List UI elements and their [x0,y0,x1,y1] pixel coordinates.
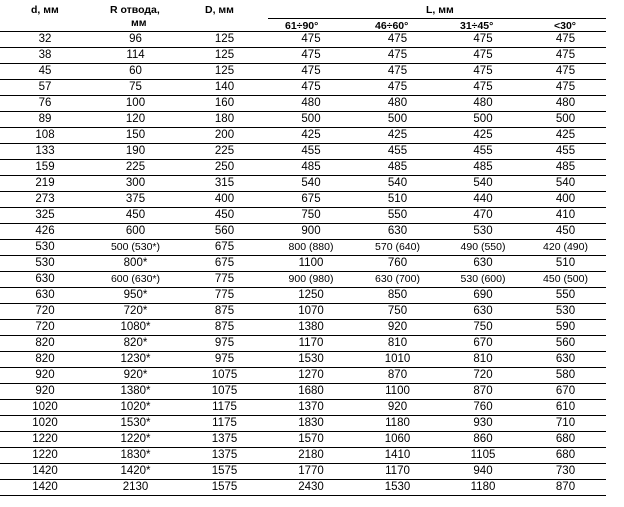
table-row [0,368,606,384]
cell-d: 920 [0,368,90,384]
cell-l-31-45: 750 [441,320,525,336]
cell-l-46-60: 480 [354,96,441,112]
cell-l-61-90: 500 [268,112,354,128]
cell-l-31-45: 760 [441,400,525,416]
cell-l-31-45: 500 [441,112,525,128]
cell-l-46-60: 870 [354,368,441,384]
cell-d: 38 [0,48,90,64]
table-row [0,416,606,432]
cell-l-46-60: 475 [354,80,441,96]
cell-l-31-45: 455 [441,144,525,160]
cell-l-under-30: 680 [525,448,606,464]
cell-d: 108 [0,128,90,144]
cell-big-d: 125 [181,64,268,80]
cell-r: 500 (530*) [90,240,181,256]
table-row [0,288,606,304]
header-sub-61-90: 61÷90° [285,20,319,32]
cell-r: 450 [90,208,181,224]
cell-l-46-60: 750 [354,304,441,320]
cell-l-under-30: 560 [525,336,606,352]
cell-l-61-90: 540 [268,176,354,192]
cell-l-46-60: 1530 [354,480,441,496]
cell-l-31-45: 630 [441,304,525,320]
cell-big-d: 180 [181,112,268,128]
table-row [0,240,606,256]
cell-l-61-90: 675 [268,192,354,208]
cell-l-31-45: 1180 [441,480,525,496]
cell-r: 1080* [90,320,181,336]
cell-big-d: 975 [181,336,268,352]
cell-l-31-45: 425 [441,128,525,144]
cell-big-d: 975 [181,352,268,368]
cell-l-46-60: 920 [354,320,441,336]
cell-l-61-90: 1570 [268,432,354,448]
table-row [0,80,606,96]
cell-l-61-90: 425 [268,128,354,144]
table-row [0,448,606,464]
header-d: d, мм [31,4,59,16]
cell-d: 1020 [0,416,90,432]
cell-r: 920* [90,368,181,384]
cell-r: 150 [90,128,181,144]
cell-d: 57 [0,80,90,96]
cell-l-46-60: 475 [354,32,441,48]
cell-big-d: 1375 [181,448,268,464]
table-row [0,384,606,400]
cell-l-under-30: 630 [525,352,606,368]
cell-l-46-60: 570 (640) [354,240,441,256]
cell-l-31-45: 475 [441,32,525,48]
cell-l-under-30: 580 [525,368,606,384]
table-row [0,32,606,48]
header-l-underline [268,18,606,19]
cell-l-31-45: 475 [441,48,525,64]
cell-d: 219 [0,176,90,192]
cell-d: 630 [0,288,90,304]
cell-l-46-60: 630 (700) [354,272,441,288]
cell-l-31-45: 540 [441,176,525,192]
table-row [0,336,606,352]
cell-big-d: 1175 [181,416,268,432]
cell-l-46-60: 1060 [354,432,441,448]
cell-l-46-60: 810 [354,336,441,352]
cell-l-61-90: 750 [268,208,354,224]
cell-l-61-90: 1270 [268,368,354,384]
cell-d: 530 [0,256,90,272]
cell-d: 89 [0,112,90,128]
cell-d: 45 [0,64,90,80]
cell-big-d: 675 [181,240,268,256]
cell-l-31-45: 475 [441,64,525,80]
cell-l-under-30: 410 [525,208,606,224]
table-row [0,400,606,416]
cell-l-61-90: 475 [268,48,354,64]
cell-l-61-90: 475 [268,32,354,48]
cell-l-under-30: 550 [525,288,606,304]
cell-l-46-60: 485 [354,160,441,176]
cell-big-d: 450 [181,208,268,224]
cell-l-under-30: 475 [525,48,606,64]
header-l: L, мм [426,4,454,16]
cell-d: 325 [0,208,90,224]
cell-l-61-90: 900 (980) [268,272,354,288]
cell-big-d: 1575 [181,480,268,496]
cell-big-d: 560 [181,224,268,240]
cell-l-61-90: 2180 [268,448,354,464]
cell-big-d: 1575 [181,464,268,480]
cell-d: 273 [0,192,90,208]
cell-l-61-90: 1370 [268,400,354,416]
cell-l-61-90: 485 [268,160,354,176]
cell-r: 1380* [90,384,181,400]
cell-l-61-90: 475 [268,64,354,80]
cell-l-under-30: 425 [525,128,606,144]
cell-l-under-30: 870 [525,480,606,496]
header-sub-46-60: 46÷60° [375,20,409,32]
table-row [0,304,606,320]
cell-l-46-60: 1170 [354,464,441,480]
cell-d: 1220 [0,432,90,448]
cell-l-46-60: 1410 [354,448,441,464]
cell-l-61-90: 900 [268,224,354,240]
cell-l-under-30: 590 [525,320,606,336]
table-row [0,320,606,336]
table-row [0,272,606,288]
cell-l-46-60: 425 [354,128,441,144]
table-row [0,352,606,368]
cell-l-46-60: 455 [354,144,441,160]
cell-l-61-90: 1770 [268,464,354,480]
cell-l-under-30: 540 [525,176,606,192]
cell-l-under-30: 475 [525,32,606,48]
cell-l-under-30: 610 [525,400,606,416]
cell-l-46-60: 1180 [354,416,441,432]
cell-l-61-90: 455 [268,144,354,160]
cell-d: 630 [0,272,90,288]
cell-l-under-30: 450 [525,224,606,240]
cell-r: 1830* [90,448,181,464]
table-row [0,208,606,224]
cell-l-61-90: 1100 [268,256,354,272]
cell-l-under-30: 420 (490) [525,240,606,256]
cell-r: 600 (630*) [90,272,181,288]
cell-l-31-45: 670 [441,336,525,352]
table-row [0,112,606,128]
cell-big-d: 875 [181,320,268,336]
cell-l-31-45: 1105 [441,448,525,464]
cell-r: 720* [90,304,181,320]
cell-r: 300 [90,176,181,192]
cell-l-under-30: 670 [525,384,606,400]
table-row [0,224,606,240]
table-row [0,96,606,112]
cell-d: 1020 [0,400,90,416]
cell-l-31-45: 470 [441,208,525,224]
cell-r: 120 [90,112,181,128]
cell-big-d: 675 [181,256,268,272]
cell-l-46-60: 540 [354,176,441,192]
cell-d: 820 [0,336,90,352]
cell-l-46-60: 630 [354,224,441,240]
cell-d: 530 [0,240,90,256]
cell-l-under-30: 450 (500) [525,272,606,288]
cell-r: 225 [90,160,181,176]
cell-l-under-30: 400 [525,192,606,208]
header-r-line2: мм [131,17,147,29]
cell-big-d: 200 [181,128,268,144]
cell-d: 32 [0,32,90,48]
cell-l-under-30: 730 [525,464,606,480]
cell-d: 1220 [0,448,90,464]
cell-big-d: 1075 [181,384,268,400]
table-row [0,64,606,80]
table-row [0,464,606,480]
cell-l-under-30: 480 [525,96,606,112]
table-row [0,176,606,192]
cell-l-under-30: 500 [525,112,606,128]
cell-l-61-90: 480 [268,96,354,112]
cell-l-46-60: 500 [354,112,441,128]
cell-l-31-45: 630 [441,256,525,272]
table-row [0,48,606,64]
cell-l-31-45: 530 [441,224,525,240]
cell-l-46-60: 1010 [354,352,441,368]
table-row [0,128,606,144]
cell-l-under-30: 455 [525,144,606,160]
table-row [0,256,606,272]
cell-d: 133 [0,144,90,160]
cell-l-46-60: 760 [354,256,441,272]
cell-l-46-60: 920 [354,400,441,416]
cell-l-under-30: 475 [525,64,606,80]
cell-l-31-45: 870 [441,384,525,400]
cell-d: 426 [0,224,90,240]
cell-l-61-90: 1380 [268,320,354,336]
cell-r: 114 [90,48,181,64]
cell-l-31-45: 930 [441,416,525,432]
table-row [0,160,606,176]
cell-r: 820* [90,336,181,352]
cell-r: 190 [90,144,181,160]
cell-l-under-30: 510 [525,256,606,272]
header-r-line1: R отвода, [110,4,160,16]
cell-r: 1020* [90,400,181,416]
cell-l-61-90: 1070 [268,304,354,320]
cell-r: 1230* [90,352,181,368]
cell-l-46-60: 850 [354,288,441,304]
cell-l-under-30: 485 [525,160,606,176]
cell-l-61-90: 1250 [268,288,354,304]
cell-big-d: 160 [181,96,268,112]
cell-l-61-90: 1530 [268,352,354,368]
cell-r: 60 [90,64,181,80]
cell-l-31-45: 440 [441,192,525,208]
cell-r: 950* [90,288,181,304]
cell-r: 1530* [90,416,181,432]
cell-big-d: 1375 [181,432,268,448]
cell-l-31-45: 480 [441,96,525,112]
cell-big-d: 875 [181,304,268,320]
cell-l-under-30: 680 [525,432,606,448]
cell-l-31-45: 810 [441,352,525,368]
cell-r: 375 [90,192,181,208]
cell-l-46-60: 1100 [354,384,441,400]
header-sub-under-30: <30° [554,20,577,32]
cell-r: 1220* [90,432,181,448]
cell-r: 800* [90,256,181,272]
cell-big-d: 775 [181,272,268,288]
cell-big-d: 400 [181,192,268,208]
cell-l-61-90: 1830 [268,416,354,432]
cell-big-d: 315 [181,176,268,192]
data-table [0,32,606,496]
cell-d: 1420 [0,464,90,480]
cell-l-31-45: 475 [441,80,525,96]
cell-l-31-45: 485 [441,160,525,176]
cell-l-46-60: 550 [354,208,441,224]
cell-r: 75 [90,80,181,96]
cell-l-31-45: 690 [441,288,525,304]
cell-big-d: 250 [181,160,268,176]
cell-r: 2130 [90,480,181,496]
cell-l-31-45: 860 [441,432,525,448]
cell-l-31-45: 720 [441,368,525,384]
table-row [0,432,606,448]
cell-r: 600 [90,224,181,240]
cell-big-d: 1175 [181,400,268,416]
cell-l-31-45: 530 (600) [441,272,525,288]
cell-r: 96 [90,32,181,48]
table-row [0,192,606,208]
cell-l-61-90: 800 (880) [268,240,354,256]
cell-d: 76 [0,96,90,112]
cell-l-61-90: 2430 [268,480,354,496]
header-big-d: D, мм [205,4,234,16]
cell-l-61-90: 1680 [268,384,354,400]
cell-l-46-60: 475 [354,48,441,64]
cell-big-d: 775 [181,288,268,304]
cell-l-46-60: 475 [354,64,441,80]
header-sub-31-45: 31÷45° [460,20,494,32]
cell-d: 720 [0,320,90,336]
cell-d: 820 [0,352,90,368]
cell-d: 1420 [0,480,90,496]
cell-d: 920 [0,384,90,400]
cell-big-d: 140 [181,80,268,96]
cell-l-46-60: 510 [354,192,441,208]
cell-big-d: 225 [181,144,268,160]
cell-l-under-30: 475 [525,80,606,96]
cell-l-61-90: 475 [268,80,354,96]
cell-big-d: 125 [181,32,268,48]
cell-r: 1420* [90,464,181,480]
cell-d: 159 [0,160,90,176]
cell-r: 100 [90,96,181,112]
cell-l-under-30: 530 [525,304,606,320]
cell-l-61-90: 1170 [268,336,354,352]
table-row [0,480,606,496]
cell-big-d: 1075 [181,368,268,384]
cell-l-31-45: 940 [441,464,525,480]
cell-d: 720 [0,304,90,320]
cell-big-d: 125 [181,48,268,64]
cell-l-under-30: 710 [525,416,606,432]
table-row [0,144,606,160]
cell-l-31-45: 490 (550) [441,240,525,256]
